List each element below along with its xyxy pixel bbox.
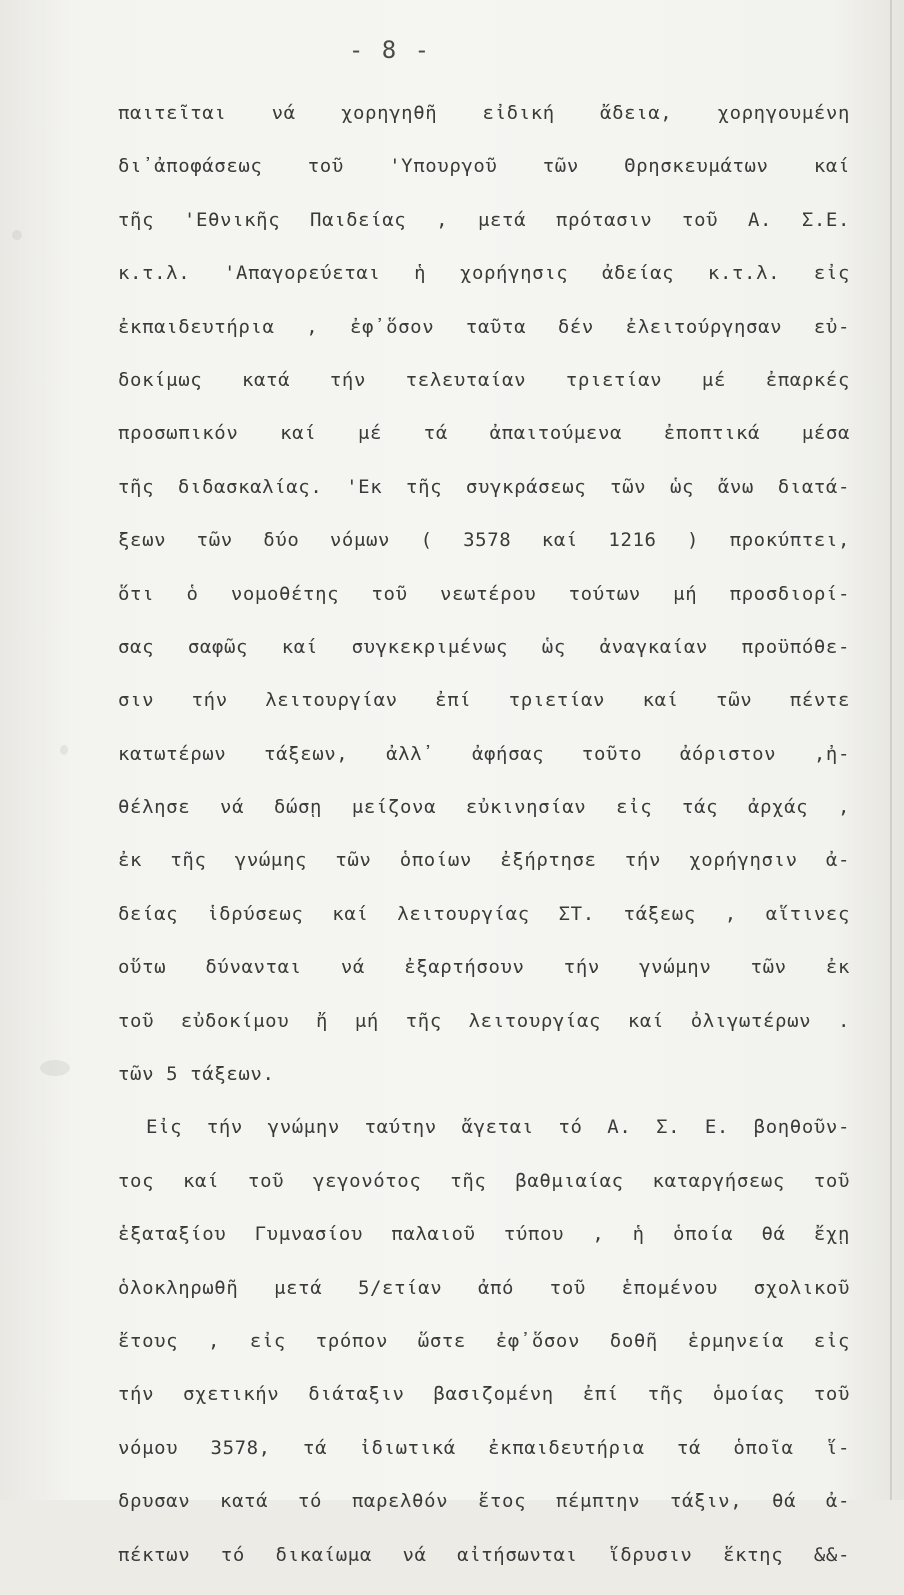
text-line: δείας ἱδρύσεως καί λειτουργίας ΣΤ. τάξεως , αἵτινες: [118, 902, 850, 925]
text-line: πέκτων τό δικαίωμα νά αἰτήσωνται ἵδρυσιν ἕκτης &&-: [118, 1543, 850, 1566]
text-line: ἑξαταξίου Γυμνασίου παλαιοῦ τύπου , ἡ ὁποία θά ἔχῃ: [118, 1223, 850, 1246]
text-line: ἔτους , εἰς τρόπον ὥστε ἐφ᾽ὅσον δοθῆ ἑρμηνεία εἰς: [118, 1329, 850, 1352]
text-line: τῶν 5 τάξεων.: [118, 1063, 275, 1086]
text-line: τῆς 'Εθνικῆς Παιδείας , μετά πρότασιν τοῦ Α. Σ.Ε.: [118, 208, 850, 231]
text-line: νόμου 3578, τά ἰδιωτικά ἐκπαιδευτήρια τά ὁποῖα ἵ-: [118, 1436, 850, 1459]
page-edge-line: [890, 0, 892, 1500]
page-number: - 8 -: [348, 36, 432, 64]
text-line: προσωπικόν καί μέ τά ἀπαιτούμενα ἐποπτικά μέσα: [118, 422, 850, 445]
bleed-through-mark: [40, 1060, 70, 1076]
text-line: κατωτέρων τάξεων, ἀλλ᾽ ἀφήσας τοῦτο ἀόριστον ,ἠ-: [118, 742, 850, 765]
text-line: Εἰς τήν γνώμην ταύτην ἄγεται τό Α. Σ. Ε. βοηθοῦν-: [146, 1116, 850, 1139]
text-line: δοκίμως κατά τήν τελευταίαν τριετίαν μέ ἐπαρκές: [118, 368, 850, 391]
ink-spot: [60, 745, 68, 755]
text-line: οὕτω δύνανται νά ἐξαρτήσουν τήν γνώμην τῶν ἐκ: [118, 956, 850, 979]
ink-spot: [12, 230, 22, 240]
text-line: θέλησε νά δώσῃ μείζονα εὐκινησίαν εἰς τάς ἀρχάς ,: [118, 796, 850, 819]
text-line: παιτεῖται νά χορηγηθῆ εἰδική ἄδεια, χορηγουμένη: [118, 102, 850, 124]
text-line: ὅτι ὁ νομοθέτης τοῦ νεωτέρου τούτων μή προσδιορί-: [118, 582, 850, 605]
text-line: ἐκ τῆς γνώμης τῶν ὁποίων ἐξήρτησε τήν χορήγησιν ἀ-: [118, 849, 850, 872]
text-line: τοῦ εὐδοκίμου ἤ μή τῆς λειτουργίας καί ὀλιγωτέρων .: [118, 1009, 850, 1032]
text-line: δι᾽ἀποφάσεως τοῦ 'Υπουργοῦ τῶν Θρησκευμάτων καί: [118, 155, 850, 178]
text-line: σας σαφῶς καί συγκεκριμένως ὡς ἀναγκαίαν προϋπόθε-: [118, 635, 850, 658]
text-line: τῆς διδασκαλίας. 'Εκ τῆς συγκράσεως τῶν ὡς ἄνω διατά-: [118, 475, 850, 498]
text-line: τος καί τοῦ γεγονότος τῆς βαθμιαίας καταργήσεως τοῦ: [118, 1169, 850, 1192]
text-line: ὁλοκληρωθῆ μετά 5/ετίαν ἀπό τοῦ ἑπομένου σχολικοῦ: [118, 1276, 850, 1299]
text-line: τήν σχετικήν διάταξιν βασιζομένη ἐπί τῆς ὁμοίας τοῦ: [118, 1383, 850, 1406]
text-line: σιν τήν λειτουργίαν ἐπί τριετίαν καί τῶν πέντε: [118, 689, 850, 712]
text-line: κ.τ.λ. 'Απαγορεύεται ἡ χορήγησις ἀδείας κ.τ.λ. εἰς: [118, 262, 850, 285]
text-line: ξεων τῶν δύο νόμων ( 3578 καί 1216 ) προκύπτει,: [118, 529, 850, 552]
typed-text-body: [118, 100, 850, 1595]
text-line: ἐκπαιδευτήρια , ἐφ᾽ὅσον ταῦτα δέν ἐλειτούργησαν εὐ-: [118, 315, 850, 338]
text-line: δρυσαν κατά τό παρελθόν ἔτος πέμπτην τάξιν, θά ἀ-: [118, 1490, 850, 1513]
